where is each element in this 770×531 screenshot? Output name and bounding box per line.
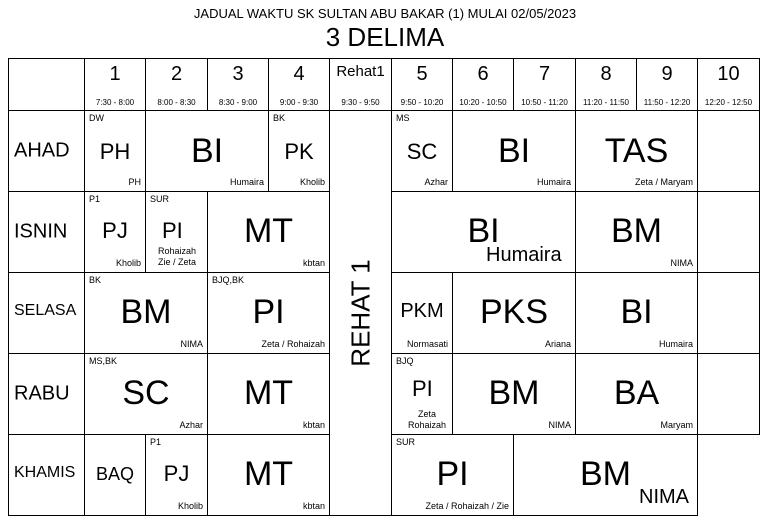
teacher-name: Normasati [406,339,448,349]
subject-name: PI [162,218,183,243]
period-time: 11:20 - 11:50 [583,98,629,107]
teacher-name: Humaira [658,339,693,349]
timetable [8,58,760,516]
subject-name: PI [252,293,285,331]
period-time: 10:20 - 10:50 [459,98,507,107]
subject-cell [392,111,453,192]
day-cell [9,192,85,273]
teacher-name: NIMA [180,339,203,349]
subject-name: MT [243,374,294,412]
subject-cell [269,111,330,192]
subject-name: PJ [102,218,128,243]
subject-name: BM [120,293,172,331]
subject-cell [85,354,208,435]
subject-code: MS [396,113,410,123]
subject-cell [208,354,330,435]
period-time: 8:00 - 8:30 [157,98,196,107]
teacher-name: Zeta / Maryam [634,177,693,187]
teacher-name: NIMA [639,486,689,508]
rehat-column [330,111,392,516]
subject-code: DW [89,113,104,123]
subject-code: MS,BK [89,356,118,366]
subject-name: PJ [163,461,190,486]
period-header [146,59,208,111]
teacher-name: Humaira [486,244,562,266]
period-number: 7 [538,63,551,85]
teacher-name: kbtan [302,501,325,511]
subject-cell [208,273,330,354]
teacher-name: NIMA [670,258,693,268]
subject-cell [392,354,453,435]
subject-cell [576,273,698,354]
subject-name: SC [406,139,438,164]
empty-cell [698,273,760,354]
subject-name: PI [436,455,469,493]
subject-name: MT [243,455,294,493]
period-number: 10 [717,63,740,85]
teacher-name-line: Zeta [417,409,436,419]
teacher-name: Zeta / Rohaizah / Zie [425,501,509,511]
empty-cell [698,192,760,273]
period-header [208,59,269,111]
teacher-name: Kholib [299,177,325,187]
subject-name: BM [488,374,540,412]
period-header [269,59,330,111]
subject-cell [208,435,330,516]
subject-cell [208,192,330,273]
day-name: SELASA [14,302,77,319]
day-cell [9,354,85,435]
period-number: 1 [109,63,121,85]
teacher-name: kbtan [302,258,325,268]
period-header [453,59,514,111]
day-cell [9,273,85,354]
subject-code: P1 [150,437,162,447]
subject-name: BI [190,132,224,170]
subject-cell [392,192,576,273]
day-name: AHAD [14,139,70,162]
period-header [637,59,698,111]
period-header [698,59,760,111]
period-number: 9 [661,63,673,85]
day-cell [9,435,85,516]
day-cell [9,111,85,192]
subject-cell [392,435,514,516]
period-time: 9:00 - 9:30 [279,98,319,107]
subject-cell [576,354,698,435]
subject-name: PI [412,376,433,401]
period-time: 8:30 - 9:00 [218,98,258,107]
teacher-name [158,246,196,268]
teacher-name-line: Zie / Zeta [158,257,197,267]
subject-cell [453,354,576,435]
period-time: 9:30 - 9:50 [341,98,380,107]
subject-name: PKM [400,300,444,322]
period-header [514,59,576,111]
subject-cell [146,111,269,192]
teacher-name: Kholib [177,501,203,511]
day-name: KHAMIS [14,464,76,481]
teacher-name: Humaira [536,177,571,187]
subject-cell [514,435,698,516]
teacher-name: Ariana [544,339,571,349]
subject-name: BI [497,132,531,170]
period-number: 2 [170,63,183,85]
period-time: 12:20 - 12:50 [704,98,753,107]
subject-cell [146,435,208,516]
period-header [576,59,637,111]
teacher-name-line: Rohaizah [158,246,197,256]
rehat-label: Rehat1 [336,63,385,80]
subject-cell [85,111,146,192]
period-header-row [9,59,760,111]
day-row-ahad [9,111,760,192]
rehat-header [330,59,392,111]
period-time: 7:30 - 8:00 [95,98,135,107]
subject-code: BJQ,BK [212,275,245,285]
period-number: 5 [416,63,428,85]
subject-name: MT [243,212,294,250]
period-time: 9:50 - 10:20 [400,98,444,107]
empty-cell [698,111,760,192]
subject-code: SUR [396,437,416,447]
subject-code: BK [89,275,102,285]
subject-name: BM [611,212,662,250]
day-name: ISNIN [14,220,68,243]
subject-name: SC [122,374,170,412]
subject-cell [85,192,146,273]
subject-name: PH [99,139,131,164]
subject-name: TAS [604,132,669,170]
subject-cell [85,435,146,516]
period-time: 11:50 - 12:20 [643,98,691,107]
corner-cell [9,59,85,111]
subject-code: P1 [89,194,101,204]
subject-code: BJQ [396,356,414,366]
subject-cell [146,192,208,273]
period-number: 3 [232,63,244,85]
period-number: 6 [477,63,489,85]
subject-name: BAQ [95,464,134,484]
subject-name: BI [620,293,653,331]
subject-name: BA [613,374,660,412]
teacher-name: PH [128,177,141,187]
timetable-title: JADUAL WAKTU SK SULTAN ABU BAKAR (1) MULAI 02/05/2023 [193,6,577,21]
class-name: 3 DELIMA [325,22,445,52]
teacher-name: Azhar [424,177,448,187]
subject-cell [453,273,576,354]
period-header [85,59,146,111]
period-number: 4 [293,63,305,85]
subject-cell [392,273,453,354]
empty-cell [698,354,760,435]
period-time: 10:50 - 11:20 [521,98,568,107]
period-number: 8 [600,63,612,85]
subject-name: PK [284,139,314,164]
subject-name: BM [580,455,631,493]
subject-cell [85,273,208,354]
teacher-name: Azhar [179,420,203,430]
subject-cell [576,192,698,273]
rehat-vertical-label: REHAT 1 [345,259,375,367]
teacher-name [408,409,446,431]
period-header [392,59,453,111]
teacher-name: kbtan [302,420,325,430]
teacher-name-line: Rohaizah [407,420,446,430]
teacher-name: Zeta / Rohaizah [261,339,325,349]
teacher-name: Kholib [115,258,141,268]
subject-name: PKS [479,293,549,331]
teacher-name: Humaira [229,177,264,187]
subject-cell [576,111,698,192]
subject-cell [453,111,576,192]
teacher-name: Maryam [660,420,693,430]
subject-code: BK [273,113,286,123]
teacher-name: NIMA [548,420,571,430]
day-name: RABU [14,382,70,405]
subject-code: SUR [150,194,170,204]
subject-name: BI [467,212,500,250]
